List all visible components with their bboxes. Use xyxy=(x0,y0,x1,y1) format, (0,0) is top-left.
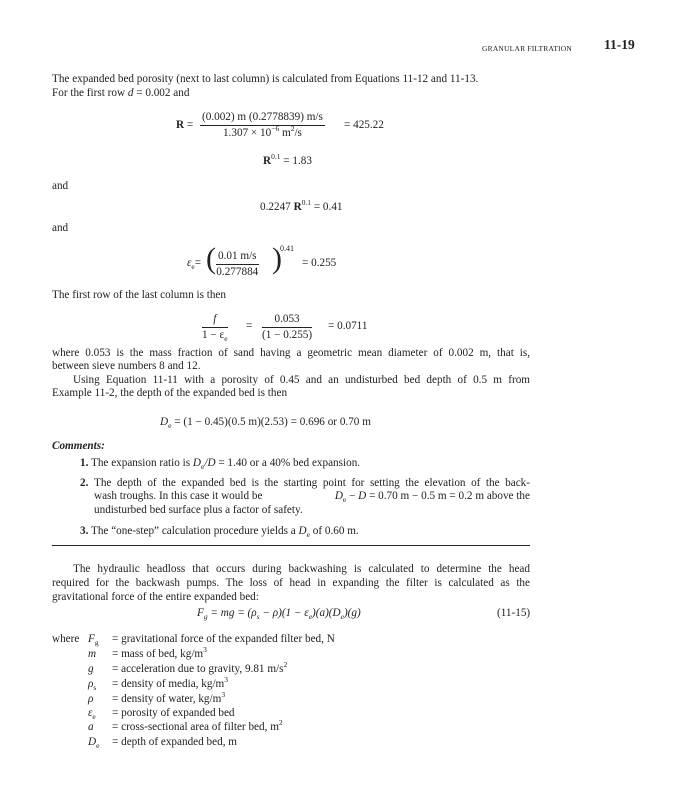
variable: d xyxy=(127,87,134,99)
equation-number: (11-15) xyxy=(497,607,531,619)
numerator xyxy=(202,313,228,328)
text: )(a)(D xyxy=(312,607,341,619)
text: = 0.70 m − 0.5 m = 0.2 m above the xyxy=(366,490,530,502)
text: )(g) xyxy=(343,607,361,619)
eq-symbol: F xyxy=(197,607,204,619)
fraction xyxy=(200,111,325,140)
exponent: 0.1 xyxy=(301,198,312,207)
denominator: 0.277884 xyxy=(216,266,259,278)
paren: ( xyxy=(206,242,216,275)
symbol: D xyxy=(88,736,97,748)
eq-symbol: R xyxy=(293,201,302,213)
comments-heading: Comments: xyxy=(52,440,105,452)
numerator: 0.01 m/s xyxy=(216,250,259,265)
definition-item xyxy=(88,675,229,692)
paragraph-line: Using Equation 11-11 with a porosity of 0.45 and an undisturbed bed depth of 0.5 m from xyxy=(73,374,530,386)
exponent: 2 xyxy=(283,660,288,669)
exponent: 0.41 xyxy=(280,244,294,253)
definition: = density of water, kg/m xyxy=(112,693,222,705)
section-divider xyxy=(52,545,530,546)
text: The expansion ratio is xyxy=(91,457,193,469)
text: = 0.002 and xyxy=(133,87,190,99)
definition-item xyxy=(88,736,237,749)
paragraph-line: gravitational force of the entire expanded bed: xyxy=(52,591,259,603)
text-and: and xyxy=(52,222,69,234)
text: m xyxy=(279,127,291,139)
definition: = depth of expanded bed, m xyxy=(112,736,237,748)
subscript: e xyxy=(96,741,100,750)
definition: = cross-sectional area of filter bed, m xyxy=(112,721,279,733)
exponent: 3 xyxy=(224,675,229,684)
symbol: m xyxy=(88,648,97,660)
eq-symbol: ε xyxy=(187,257,192,269)
exponent: −6 xyxy=(271,124,280,133)
denominator: (1 − 0.255) xyxy=(262,329,313,341)
page-number: 11-19 xyxy=(604,37,635,52)
eq-symbol: R xyxy=(176,119,185,131)
paragraph-line: Example 11-2, the depth of the expanded bed is then xyxy=(52,387,288,399)
eq-result: = 0.0711 xyxy=(328,320,368,332)
fraction xyxy=(262,313,312,342)
variable: f xyxy=(213,313,217,325)
subscript: g xyxy=(203,612,208,621)
subscript: e xyxy=(201,462,205,471)
exponent: 0.1 xyxy=(271,152,281,161)
paragraph-line: required for the backwash pumps. The loss of head in expanding the filter is calculated as the xyxy=(52,577,530,589)
text: /s xyxy=(294,127,302,139)
subscript: e xyxy=(308,612,313,621)
paragraph-line: The hydraulic headloss that occurs during backwashing is calculated to determine the head xyxy=(73,563,530,575)
definition: = density of media, kg/m xyxy=(112,678,225,690)
text: − ρ)(1 − ε xyxy=(259,607,309,619)
variable: /D xyxy=(204,457,216,469)
eq-result: = 0.255 xyxy=(302,257,337,269)
definition: = acceleration due to gravity, 9.81 m/s xyxy=(112,663,284,675)
definition: = gravitational force of the expanded filter bed, N xyxy=(112,633,335,645)
equation-expanded-depth xyxy=(160,416,371,429)
text-and: and xyxy=(52,180,69,192)
equation-11-15 xyxy=(197,607,361,620)
definition: = porosity of expanded bed xyxy=(112,707,235,719)
text: 0.2247 xyxy=(260,201,294,213)
paragraph-line: The first row of the last column is then xyxy=(52,289,226,301)
definition-item xyxy=(88,690,226,706)
definition-item xyxy=(88,633,335,646)
eq-sign: = xyxy=(246,320,253,332)
text: 1 − ε xyxy=(202,329,225,341)
paragraph-line xyxy=(52,87,189,100)
equation-r01 xyxy=(263,152,312,168)
subscript: e xyxy=(342,495,347,504)
variable: D xyxy=(298,525,307,537)
variable: D xyxy=(192,457,201,469)
eq-result: = 1.83 xyxy=(280,155,312,167)
comment-item-1 xyxy=(80,457,360,470)
definition: = mass of bed, kg/m xyxy=(112,648,204,660)
subscript: s xyxy=(93,683,97,692)
subscript: e xyxy=(306,530,310,539)
variable: D xyxy=(358,490,367,502)
paragraph-line: between sieve numbers 8 and 12. xyxy=(52,360,201,372)
text: undisturbed bed surface plus a factor of safety. xyxy=(94,504,303,516)
exponent: 2 xyxy=(290,124,295,133)
numerator: 0.053 xyxy=(262,313,312,328)
numerator: (0.002) m (0.2778839) m/s xyxy=(200,111,325,126)
denominator xyxy=(200,126,325,140)
subscript: e xyxy=(191,262,195,271)
subscript: g xyxy=(94,638,99,647)
item-number: 2. xyxy=(80,477,89,489)
equation-coef xyxy=(260,198,343,214)
text: 1.307 × 10 xyxy=(222,127,272,139)
comment-item-3 xyxy=(80,525,359,538)
fraction xyxy=(202,313,228,342)
fraction xyxy=(216,250,259,279)
text: For the first row xyxy=(52,87,128,99)
where-label: where xyxy=(52,633,80,645)
eq-result: = (1 − 0.45)(0.5 m)(2.53) = 0.696 or 0.70 m xyxy=(171,416,371,428)
definition-item xyxy=(88,645,207,661)
subscript: e xyxy=(224,334,228,343)
paragraph-line: where 0.053 is the mass fraction of sand having a geometric mean diameter of 0.002 m, that is, xyxy=(52,347,530,359)
item-number: 3. xyxy=(80,525,89,537)
subscript: s xyxy=(256,612,260,621)
exponent: 3 xyxy=(203,645,207,654)
paragraph-line: The expanded bed porosity (next to last column) is calculated from Equations 11-12 and 11-13. xyxy=(52,73,479,85)
definition-item xyxy=(88,660,288,676)
denominator xyxy=(202,328,228,342)
subscript: e xyxy=(340,612,344,621)
item-number: 1. xyxy=(80,457,89,469)
eq-result: = 425.22 xyxy=(344,119,384,131)
symbol: g xyxy=(88,663,94,675)
text: wash troughs. In this case it would be xyxy=(94,490,263,502)
eq-symbol: D xyxy=(160,416,169,428)
subscript: e xyxy=(92,712,96,721)
symbol: ε xyxy=(88,707,93,719)
definition-item xyxy=(88,707,235,720)
symbol: a xyxy=(88,721,94,733)
exponent: 2 xyxy=(278,718,283,727)
eq-sign: = xyxy=(194,257,202,269)
symbol: ρ xyxy=(88,678,94,690)
paren: ) xyxy=(272,242,282,275)
eq-symbol: R xyxy=(263,155,272,167)
text: The depth of the expanded bed is the starting point for setting the elevation of the back- xyxy=(94,477,530,489)
subscript: e xyxy=(168,421,172,430)
text: = 1.40 or a 40% bed expansion. xyxy=(215,457,361,469)
symbol: F xyxy=(88,633,95,645)
text: = mg = (ρ xyxy=(207,607,257,619)
symbol: ρ xyxy=(88,693,94,705)
eq-sign: = xyxy=(186,119,194,131)
running-header: GRANULAR FILTRATION xyxy=(482,44,572,53)
text: The “one-step” calculation procedure yields a xyxy=(91,525,299,537)
variable: D xyxy=(334,490,343,502)
eq-result: = 0.41 xyxy=(311,201,343,213)
definition-item xyxy=(88,718,283,734)
text: − xyxy=(346,490,359,502)
exponent: 3 xyxy=(221,690,226,699)
text: of 0.60 m. xyxy=(309,525,359,537)
